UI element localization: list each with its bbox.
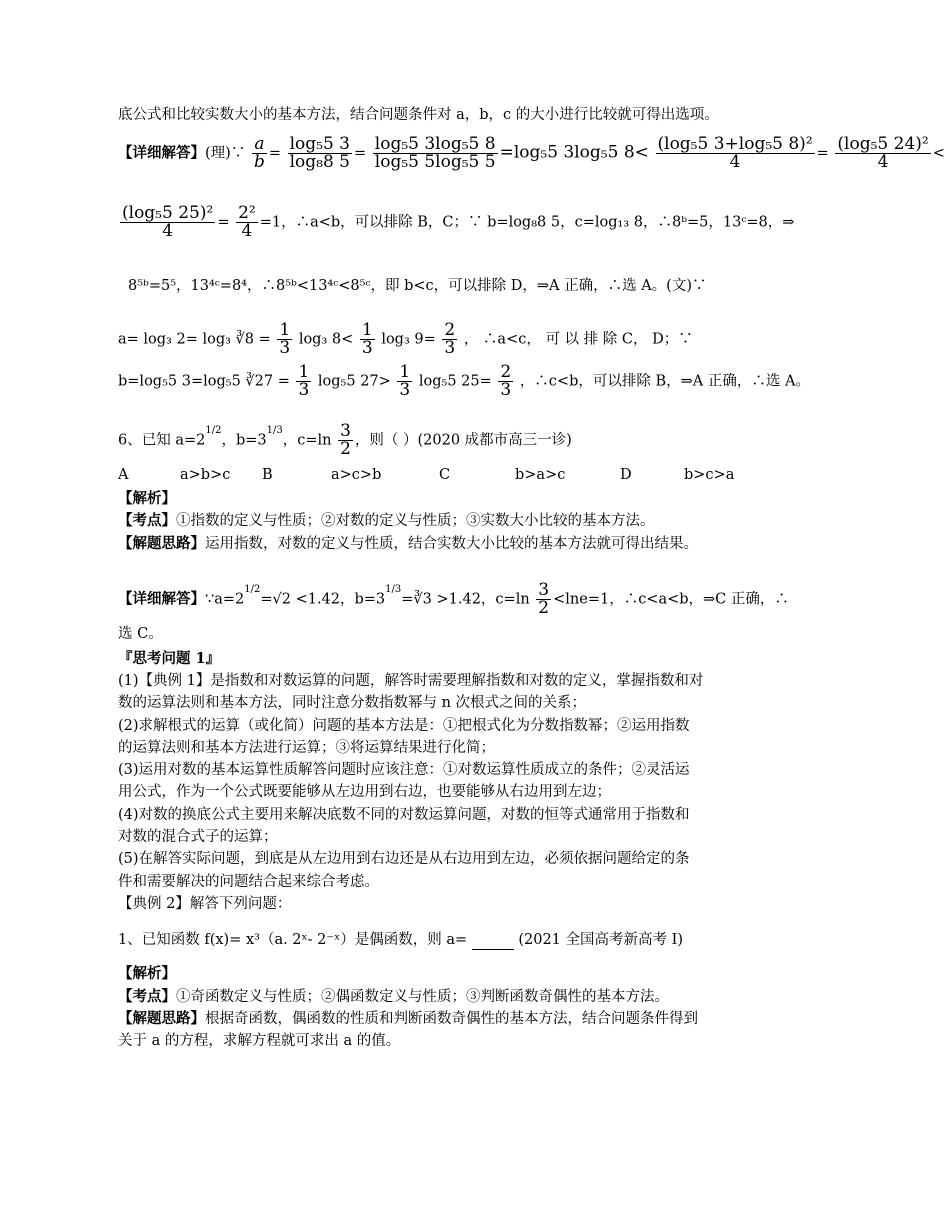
option-letter: A [118, 467, 129, 483]
option-text: a>b>c [180, 467, 231, 483]
detail-label: 【详细解答】 [118, 144, 205, 162]
silu-line [118, 1009, 698, 1029]
question-text: (2021 全国高考新高考 I) [518, 932, 684, 948]
question-6-stem [118, 423, 572, 458]
fraction-numerator: log₅5 3log₅5 8 [374, 134, 496, 154]
fraction-denominator: log₅5 5log₅5 5 [374, 152, 496, 172]
silu-text: 根据奇函数，偶函数的性质和判断函数奇偶性的基本方法，结合问题条件得到 [205, 1011, 698, 1027]
fraction-denominator: b [253, 152, 265, 172]
inline-expression: log₃ 9= [381, 331, 436, 348]
answer-blank[interactable] [472, 935, 514, 950]
silu-line-2: 关于 a 的方程，求解方程就可求出 a 的值。 [118, 1033, 401, 1049]
fraction-two-thirds [442, 322, 457, 357]
question-text: x³（a. 2ˣ- 2⁻ˣ）是偶函数，则 a= [245, 932, 468, 948]
question-text: 1、已知函数 f(x)= [118, 932, 242, 948]
inline-expression: log₃ 8< [298, 331, 354, 348]
fraction-denominator: 4 [162, 221, 174, 241]
paragraph-line: (1)【典例 1】是指数和对数运算的问题，解答时需要理解指数和对数的定义，掌握指数和对 [118, 673, 704, 689]
detail-text: =√2 <1.42，b=3 [260, 591, 386, 608]
fraction-numerator: 3 [340, 421, 351, 441]
inline-expression: < [932, 145, 945, 162]
paragraph-line: (5)在解答实际问题，到底是从左边用到右边还是从右边用到左边，必须依据问题给定的条 [118, 851, 690, 867]
detail-answer-line-4 [118, 322, 693, 357]
question-6-detail [118, 582, 789, 617]
fraction-denominator: 3 [361, 338, 373, 358]
text-line: 底公式和比较实数大小的基本方法，结合问题条件对 a，b，c 的大小进行比较就可得出选项。 [118, 107, 719, 123]
fraction-two-thirds [498, 364, 513, 399]
think-title: 『思考问题 1』 [118, 650, 221, 667]
paragraph-line: (2)求解根式的运算（或化简）问题的基本方法是：①把根式化为分数指数幂；②运用指数 [118, 718, 690, 734]
option-letter: B [262, 467, 273, 483]
exponent: 1/2 [205, 424, 222, 436]
question-1-stem [118, 930, 683, 950]
option-text: b>c>a [684, 467, 735, 483]
fraction-4 [835, 136, 930, 171]
fraction-numerator: 1 [399, 362, 411, 382]
fraction-numerator: 1 [361, 320, 373, 340]
exponent: 1/3 [385, 583, 402, 595]
fraction-denominator: 2 [538, 598, 550, 618]
paragraph-line: 数的运算法则和基本方法，同时注意分数指数幂与 n 次根式之间的关系； [118, 695, 587, 711]
inline-expression: ，∴c<b，可以排除 B，⇒A 正确，∴选 A。 [519, 373, 810, 390]
kaodian-label: 【考点】 [118, 512, 176, 529]
paragraph-line: 的运算法则和基本方法进行运算；③将运算结果进行化简； [118, 740, 495, 756]
inline-expression: =1，∴a<b，可以排除 B，C；∵ b=log₈8 5，c=log₁₃ 8，∴8ᵇ=5，13ᶜ=8，⇒ [259, 214, 795, 231]
kaodian-line [118, 511, 655, 531]
fraction-denominator: 3 [279, 338, 291, 358]
detail-text: <lne=1，∴c<a<b，⇒C 正确，∴ [553, 591, 789, 608]
fraction-three-halves [536, 582, 551, 617]
fraction-denominator: 3 [399, 380, 411, 400]
fraction-one-third [360, 322, 375, 357]
detail-answer-line-3: 8⁵ᵇ=5⁵，13⁴ᶜ=8⁴，∴8⁵ᵇ<13⁴ᶜ<8⁵ᶜ，即 b<c，可以排除 D，⇒A 正确，∴选 A。(文)∵ [128, 278, 707, 294]
paragraph-line: 件和需要解决的问题结合起来综合考虑。 [118, 874, 379, 890]
silu-label: 【解题思路】 [118, 1010, 205, 1027]
detail-label: 【详细解答】 [118, 590, 205, 608]
inline-expression: =log₅5 3log₅5 8< [499, 142, 649, 163]
detail-end: 选 C。 [118, 626, 163, 642]
silu-text: 运用指数，对数的定义与性质，结合实数大小比较的基本方法就可得出结果。 [205, 536, 698, 552]
fraction-numerator: log₅5 3 [289, 134, 350, 154]
paragraph-line: (4)对数的换底公式主要用来解决底数不同的对数运算问题，对数的恒等式通常用于指数和 [118, 807, 690, 823]
detail-answer-line: 【详细解答】(理)∵ $\frac{a}{b}$ = $\frac{\text{log₅5 3}}{\text{log₈8 5}}$ = $\frac{\text{log₅5 3log₅5 8}}{\text{log₅5 5log₅5 5}}$ =log₅5 3log₅5 8< $\frac{\text{(log₅5 3+log₅5 8)²}}{4}$ = $\frac{\text{(log₅5 24)²}}{4}$ < [118, 134, 945, 172]
kaodian-text: ①奇函数定义与性质；②偶函数定义与性质；③判断函数奇偶性的基本方法。 [176, 989, 669, 1005]
fraction-three-halves [338, 423, 353, 458]
fraction-1 [288, 136, 352, 171]
question-text: ，则（ ）(2020 成都市高三一诊) [354, 432, 572, 449]
analysis-heading: 【解析】 [118, 965, 176, 982]
fraction-numerator: a [252, 136, 267, 154]
kaodian-label: 【考点】 [118, 988, 176, 1005]
fraction-denominator: 3 [298, 380, 310, 400]
inline-expression: log₅5 25= [418, 373, 492, 390]
fraction-denominator: 3 [500, 380, 512, 400]
fraction-denominator: 2 [340, 439, 351, 459]
fraction-denominator: log₈8 5 [289, 152, 350, 172]
question-text: ，b=3 [221, 432, 267, 449]
fraction-numerator: 2 [444, 320, 456, 340]
detail-text: ∵a=2 [205, 591, 245, 608]
fraction-denominator: 3 [444, 338, 456, 358]
exponent: 1/2 [244, 583, 261, 595]
option-letter: C [439, 467, 451, 483]
fraction-5 [120, 205, 215, 240]
fraction-numerator: 1 [298, 362, 310, 382]
inline-expression: a= log₃ 2= log₃ ∛8 = [118, 331, 271, 348]
fraction-numerator: 1 [279, 320, 291, 340]
option-text: b>a>c [515, 467, 566, 483]
inline-expression: ， ∴a<c， 可 以 排 除 C， D；∵ [463, 331, 693, 348]
silu-label: 【解题思路】 [118, 535, 205, 552]
fraction-one-third [397, 364, 412, 399]
option-text: a>c>b [331, 467, 382, 483]
question-text: ，c=ln [282, 432, 332, 449]
option-letter: D [620, 467, 632, 483]
fraction-numerator: (log₅5 24)² [837, 134, 929, 154]
detail-prefix: (理)∵ [205, 145, 246, 162]
detail-answer-line-2: $\frac{\text{(log₅5 25)²}}{4}$ = $\frac{\text{2²}}{4}$ =1，∴a<b，可以排除 B，C；∵ b=log₈8 5，c=log₁₃ 8，∴8ᵇ=5，13ᶜ=8，⇒ [122, 203, 795, 241]
fraction-2 [373, 136, 498, 171]
kaodian-line [118, 987, 669, 1007]
fraction-3 [656, 136, 815, 171]
fraction-a-over-b [252, 136, 267, 171]
analysis-heading: 【解析】 [118, 490, 176, 507]
example-2-heading: 【典例 2】解答下列问题： [118, 896, 292, 912]
fraction-6 [236, 205, 258, 240]
kaodian-text: ①指数的定义与性质；②对数的定义与性质；③实数大小比较的基本方法。 [176, 513, 655, 529]
fraction-one-third [277, 322, 292, 357]
detail-text: =∛3 >1.42，c=ln [401, 591, 530, 608]
exponent: 1/3 [266, 424, 283, 436]
fraction-numerator: (log₅5 25)² [122, 203, 214, 223]
detail-answer-line-5 [118, 364, 810, 399]
paragraph-line: (3)运用对数的基本运算性质解答问题时应该注意：①对数运算性质成立的条件；②灵活运 [118, 762, 690, 778]
fraction-numerator: 2² [238, 203, 256, 223]
fraction-one-third [296, 364, 311, 399]
fraction-numerator: 2 [500, 362, 512, 382]
question-text: 6、已知 a=2 [118, 432, 206, 449]
fraction-numerator: 3 [538, 580, 550, 600]
inline-expression: b=log₅5 3=log₅5 ∛27 = [118, 373, 290, 390]
paragraph-line: 用公式，作为一个公式既要能够从左边用到右边，也要能够从右边用到左边； [118, 784, 611, 800]
fraction-denominator: 4 [241, 221, 253, 241]
silu-line [118, 534, 698, 554]
fraction-numerator: (log₅5 3+log₅5 8)² [657, 134, 813, 154]
fraction-denominator: 4 [729, 152, 741, 172]
fraction-denominator: 4 [877, 152, 889, 172]
inline-expression: log₅5 27> [317, 373, 391, 390]
paragraph-line: 对数的混合式子的运算； [118, 829, 278, 845]
